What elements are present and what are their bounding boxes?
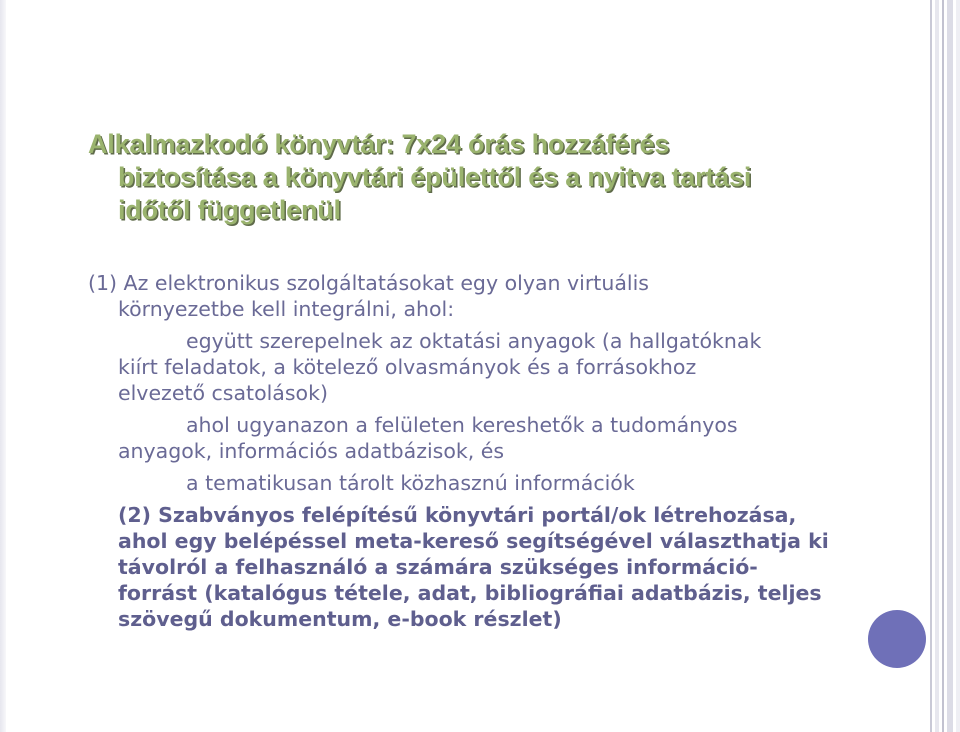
slide-title xyxy=(88,128,923,227)
text-line: forrást (katalógus tétele, adat, bibliográfiai adatbázis, teljes xyxy=(118,581,822,605)
text-line: ahol egy belépéssel meta-kereső segítségével választhatja ki xyxy=(118,529,829,553)
list-item-3 xyxy=(88,470,923,496)
text-line: szövegű dokumentum, e-book részlet) xyxy=(118,607,562,631)
title-line: biztosítása a könyvtári épülettől és a nyitva tartási xyxy=(118,162,752,192)
text-line: távolról a felhasználó a számára szükséges információ- xyxy=(118,555,758,579)
title-line: Alkalmazkodó könyvtár: 7x24 órás hozzáférés xyxy=(88,129,670,159)
title-line: időtől függetlenül xyxy=(118,195,341,225)
text-line: együtt szerepelnek az oktatási anyagok (a hallgatóknak xyxy=(186,329,762,353)
list-item-1 xyxy=(88,328,923,406)
text-line: anyagok, információs adatbázisok, és xyxy=(118,439,505,463)
left-edge-decoration xyxy=(0,0,6,732)
text-line: ahol ugyanazon a felületen kereshetők a tudományos xyxy=(186,413,738,437)
decorative-circle xyxy=(868,610,926,668)
text-line: (1) Az elektronikus szolgáltatásokat egy olyan virtuális xyxy=(88,271,649,295)
right-stripe-decoration xyxy=(930,0,960,732)
text-line: elvezető csatolások) xyxy=(118,381,328,405)
text-line: (2) Szabványos felépítésű könyvtári portál/ok létrehozása, xyxy=(118,503,797,527)
slide-body xyxy=(88,270,923,638)
text-line: környezetbe kell integrálni, ahol: xyxy=(118,297,455,321)
text-line: kiírt feladatok, a kötelező olvasmányok és a forrásokhoz xyxy=(118,355,697,379)
text-line: a tematikusan tárolt közhasznú információk xyxy=(186,471,635,495)
list-item-2 xyxy=(88,412,923,464)
paragraph-2 xyxy=(88,502,923,632)
paragraph-1 xyxy=(88,270,923,322)
